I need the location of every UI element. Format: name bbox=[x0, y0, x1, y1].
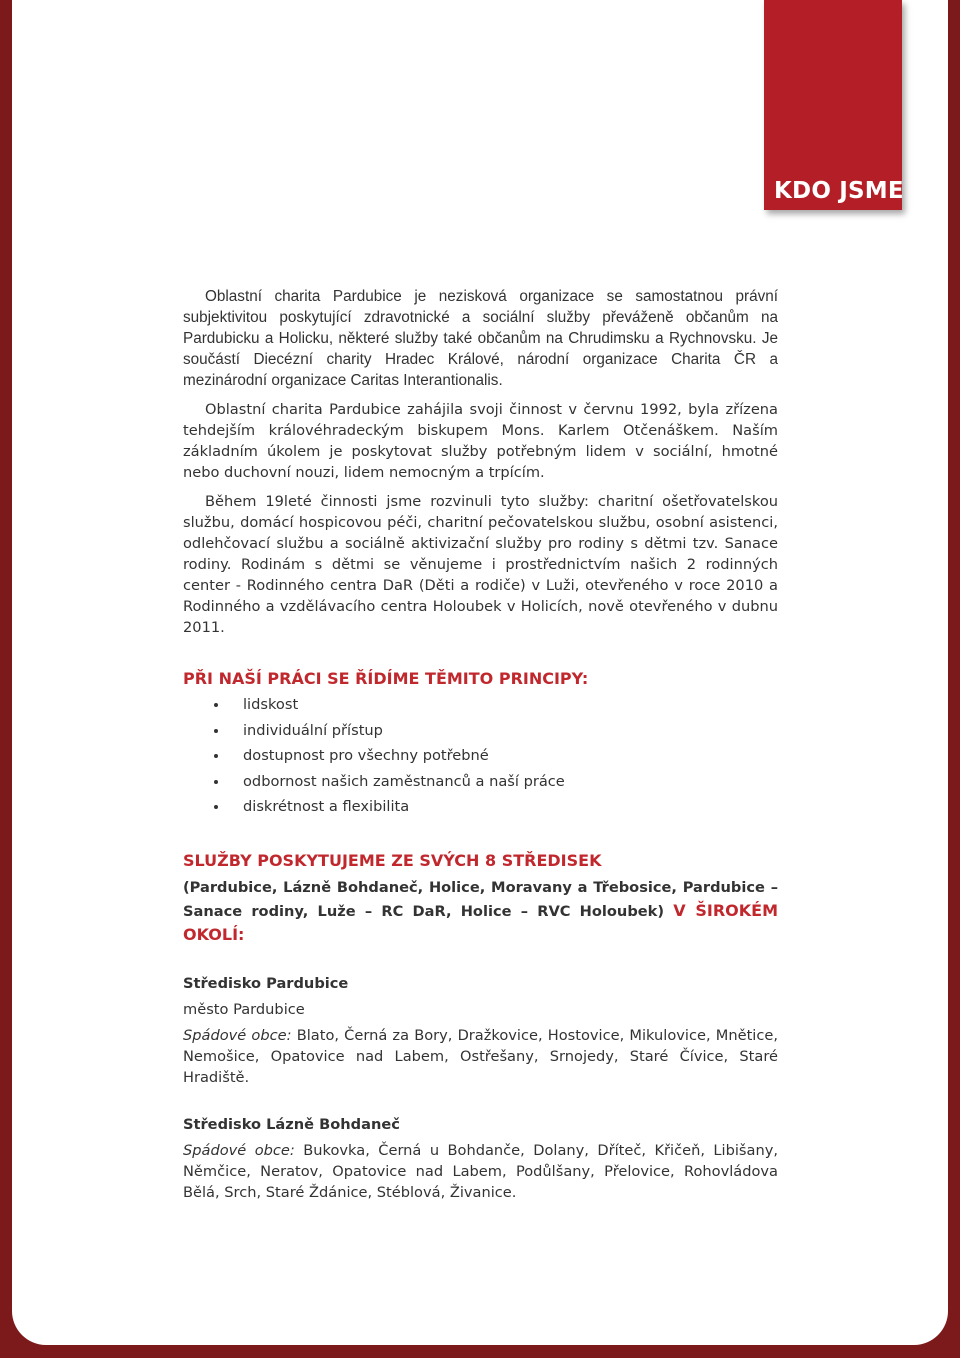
principle-item: diskrétnost a flexibilita bbox=[183, 794, 778, 820]
areas-label: Spádové obce: bbox=[183, 1141, 295, 1159]
centers-text: (Pardubice, Lázně Bohdaneč, Holice, Moravany a Třebosice, Pardubice – Sanace rodiny, Luže – RC DaR, Holice – RVC Holoubek) bbox=[183, 878, 778, 920]
center-areas bbox=[183, 1025, 778, 1088]
principles-heading: PŘI NAŠÍ PRÁCI SE ŘÍDÍME TĚMITO PRINCIPY: bbox=[183, 669, 589, 688]
intro-paragraph-2: Oblastní charita Pardubice zahájila svoji činnost v červnu 1992, byla zřízena tehdejším královéhradeckým biskupem Mons. Karlem Otčenáškem. Naším základním úkolem je poskytovat služby potřebným lidem v sociální, hmotné nebo duchovní nouzi, lidem nemocným a trpícím. bbox=[183, 401, 778, 481]
centers-list bbox=[183, 876, 778, 947]
center-name: Středisko Pardubice bbox=[183, 974, 349, 992]
areas-label: Spádové obce: bbox=[183, 1026, 292, 1044]
intro-paragraph-3: Během 19leté činnosti jsme rozvinuli tyto služby: charitní ošetřovatelskou službu, domácí hospicovou péči, charitní pečovatelskou službu, osobní asistenci, odlehčovací službu a sociálně aktivizační služby pro rodiny s dětmi tzv. Sanace rodiny. Rodinám s dětmi se věnujeme i prostřednictvím našich 2 rodinných center - Rodinného centra DaR (Děti a rodiče) v Luži, otevřeného v roce 2010 a Rodinného a vzdělávacího centra Holoubek v Holicích, nově otevřeného v dubnu 2011. bbox=[183, 493, 778, 636]
principle-item: individuální přístup bbox=[183, 718, 778, 744]
services-heading: SLUŽBY POSKYTUJEME ZE SVÝCH 8 STŘEDISEK bbox=[183, 850, 602, 870]
center-name: Středisko Lázně Bohdaneč bbox=[183, 1115, 400, 1133]
principle-item: odbornost našich zaměstnanců a naší práce bbox=[183, 769, 778, 795]
areas-list: Bukovka, Černá u Bohdanče, Dolany, Dříteč, Křičeň, Libišany, Němčice, Neratov, Opatovice nad Labem, Podůlšany, Přelovice, Rohovládova Bělá, Srch, Staré Ždánice, Stéblová, Živanice. bbox=[183, 1141, 779, 1201]
section-tab bbox=[764, 0, 902, 210]
principles-list bbox=[183, 692, 778, 820]
principle-item: dostupnost pro všechny potřebné bbox=[183, 743, 778, 769]
page-number: 5 bbox=[481, 1302, 499, 1330]
region-text: V ŠIROKÉM OKOLÍ: bbox=[183, 900, 778, 944]
principle-item: lidskost bbox=[183, 692, 778, 718]
section-title: KDO JSME bbox=[774, 178, 904, 204]
center-pardubice bbox=[183, 973, 778, 1088]
areas-list: Blato, Černá za Bory, Dražkovice, Hostovice, Mikulovice, Mnětice, Nemošice, Opatovice nad Labem, Ostřešany, Srnojedy, Staré Čívice, Staré Hradiště. bbox=[183, 1026, 779, 1086]
center-areas bbox=[183, 1140, 778, 1203]
center-city: město Pardubice bbox=[183, 1000, 305, 1018]
content bbox=[183, 286, 778, 1203]
intro-paragraph-1: Oblastní charita Pardubice je nezisková organizace se samostatnou právní subjektivitou poskytující zdravotnické a sociální služby převáženě občanům na Pardubicku a Holicku, některé služby také občanům na Chrudimsku a Rychnovsku. Je součástí Diecézní charity Hradec Králové, národní organizace Charita ČR a mezinárodní organizace Caritas Interantionalis. bbox=[183, 288, 778, 389]
center-lazne-bohdanec bbox=[183, 1114, 778, 1203]
